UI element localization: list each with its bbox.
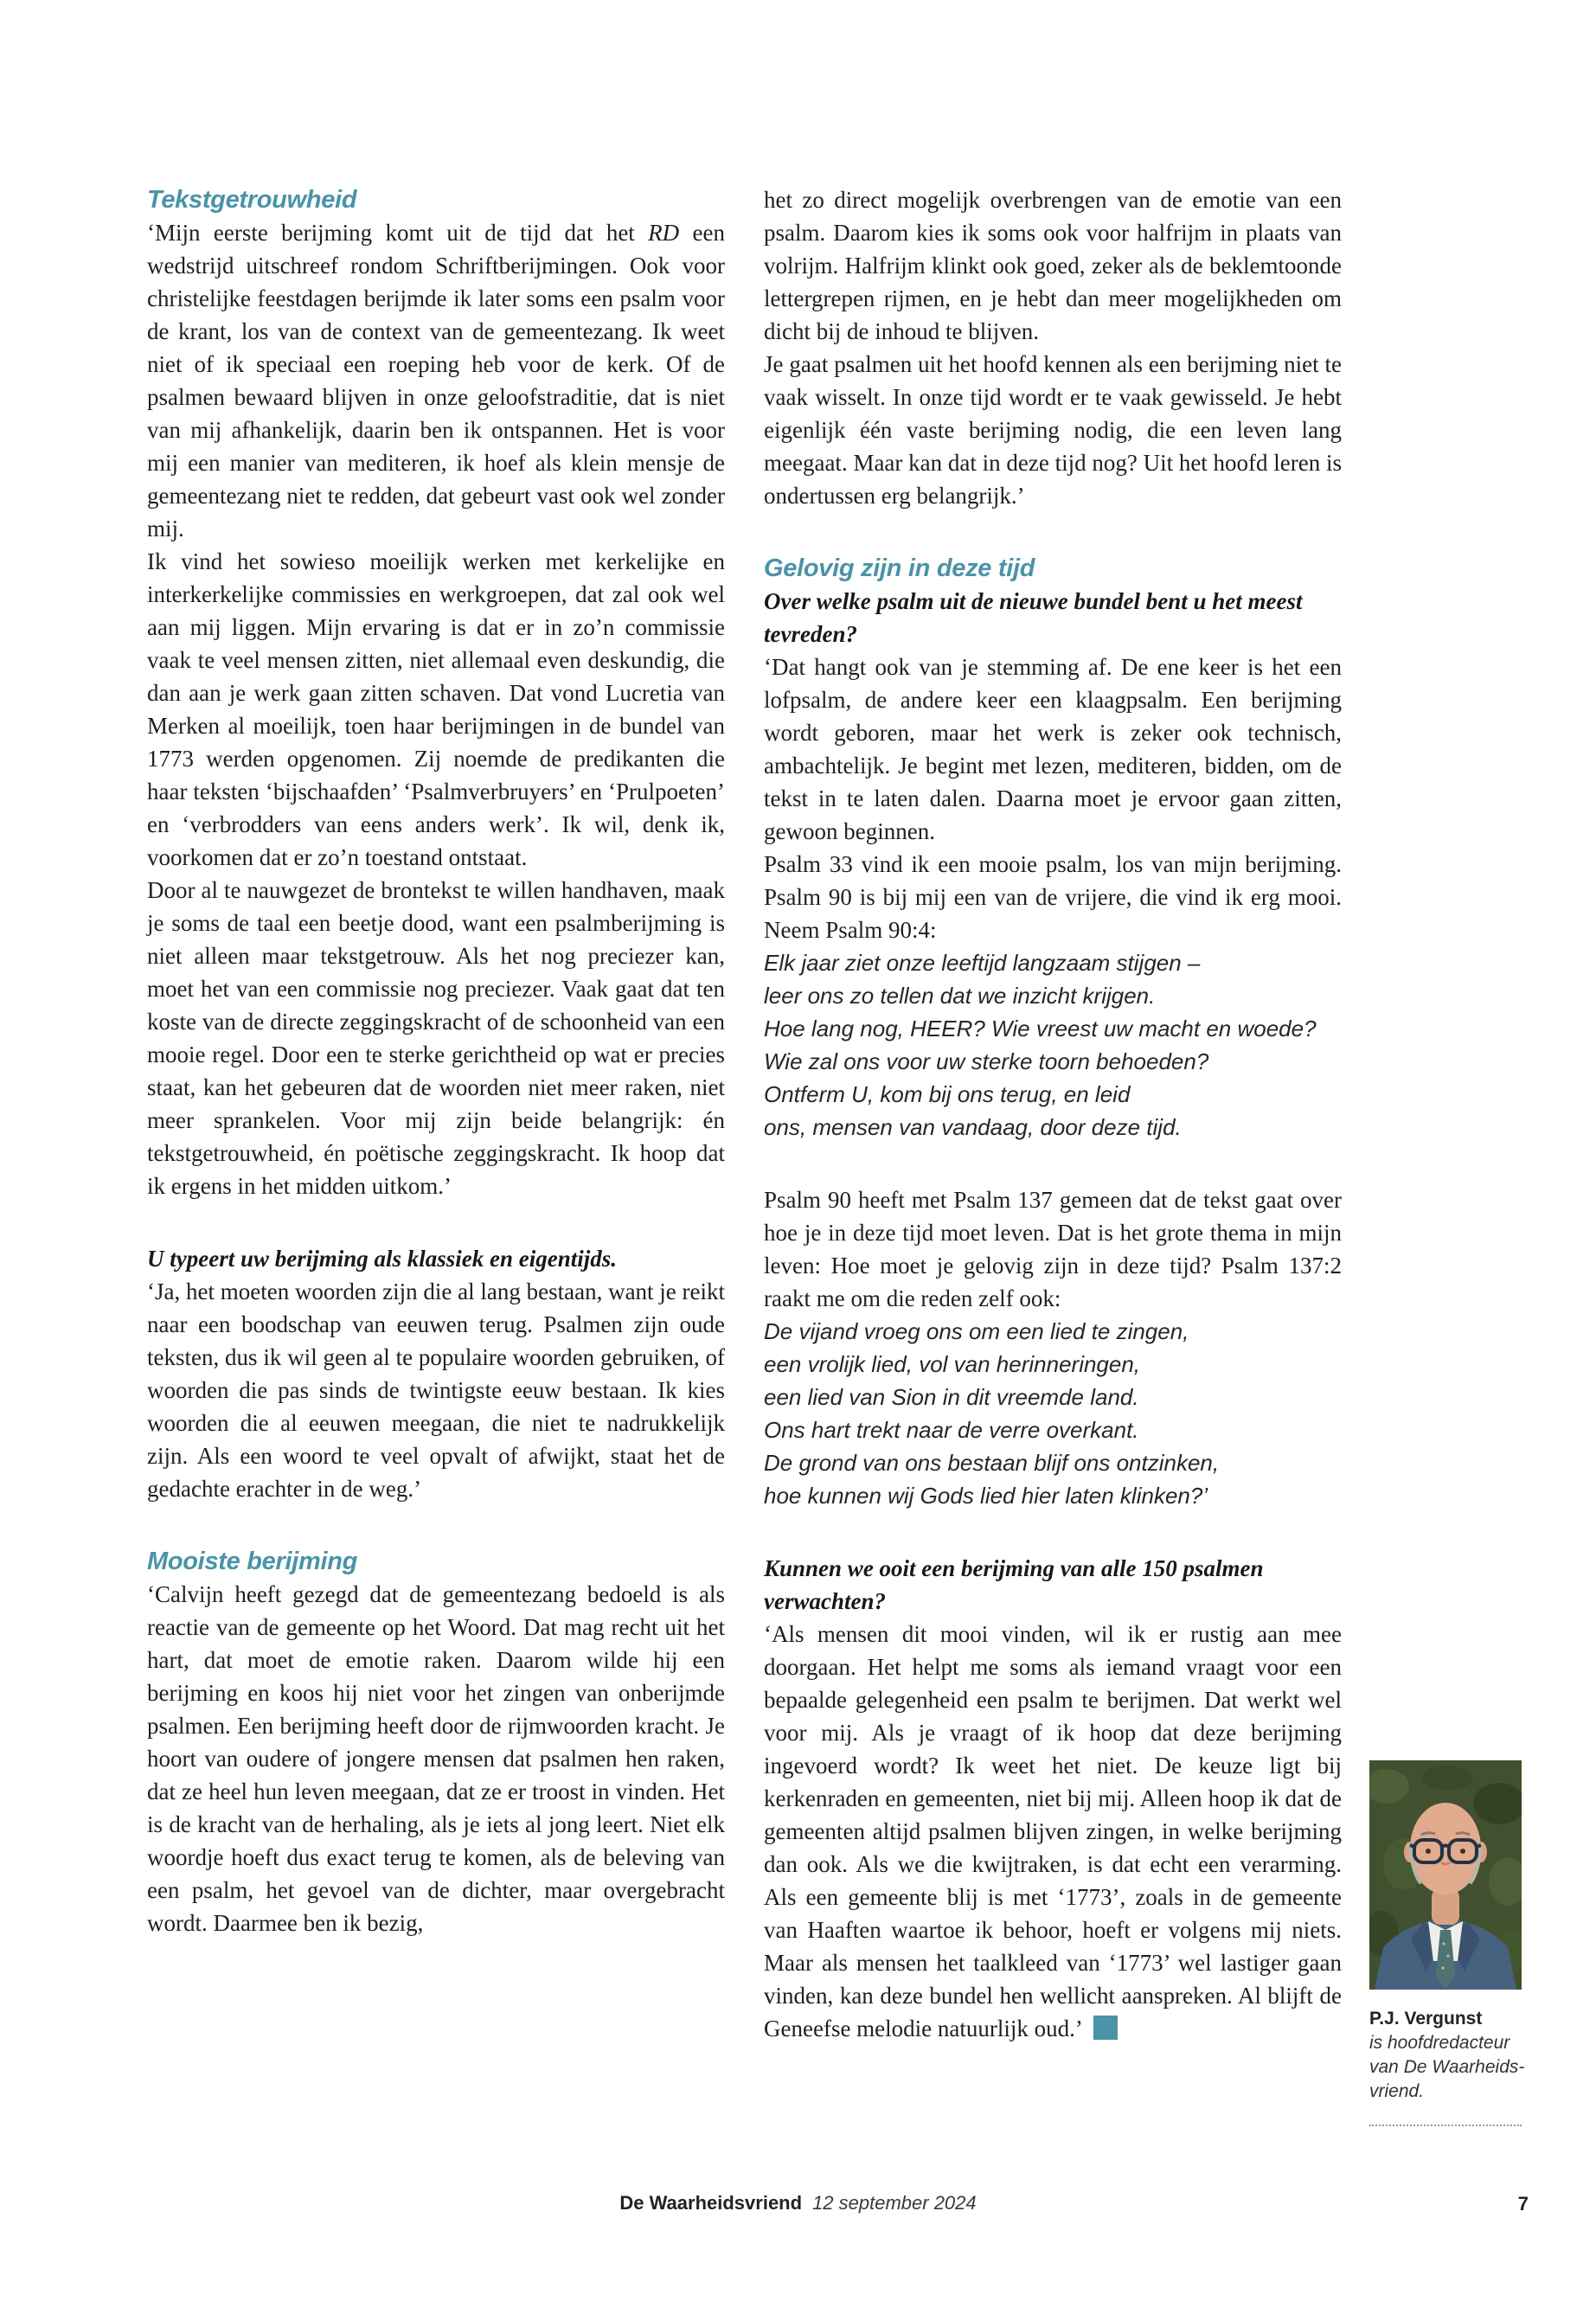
body-paragraph <box>764 848 1342 946</box>
article-column-right <box>764 183 1342 2045</box>
magazine-name: De Waarheidsvriend <box>619 2192 803 2214</box>
article-end-marker <box>1093 2016 1118 2040</box>
author-role-line: is hoofdredacteur <box>1369 2033 1510 2053</box>
text-run: Over welke psalm uit de nieuwe bundel bent u het meest tevreden? <box>764 588 1303 647</box>
psalm-quote-line: Ons hart trekt naar de verre overkant. <box>764 1417 1139 1443</box>
psalm-quote-line: Hoe lang nog, HEER? Wie vreest uw macht en woede? <box>764 1016 1317 1042</box>
section-gap <box>764 512 1342 552</box>
article-column-left <box>147 183 725 1939</box>
photo-caption <box>1369 2007 1551 2104</box>
author-role-line: van De Waarheids- <box>1369 2057 1525 2077</box>
italic-run: RD <box>648 220 680 246</box>
body-paragraph <box>764 1183 1342 1315</box>
issue-date: 12 september 2024 <box>812 2192 977 2214</box>
text-run: U typeert uw berijming als klassiek en eigentijds. <box>147 1246 618 1272</box>
body-paragraph <box>764 1618 1342 2045</box>
page-footer <box>0 2192 1596 2214</box>
psalm-quote <box>764 1315 1342 1512</box>
text-run: Psalm 90 heeft met Psalm 137 gemeen dat de tekst gaat over hoe je in deze tijd moet leven. Dat is het grote thema in mijn leven: Hoe moet je gelovig zijn in deze tijd? Psalm 137:2 raakt me om die reden zelf ook: <box>764 1187 1342 1311</box>
text-run: ‘Mijn eerste berijming komt uit de tijd dat het <box>147 220 649 246</box>
body-paragraph <box>147 874 725 1202</box>
eye-right <box>1460 1849 1465 1854</box>
psalm-quote-line: Elk jaar ziet onze leeftijd langzaam stijgen – <box>764 950 1201 976</box>
psalm-quote-line: leer ons zo tellen dat we inzicht krijgen. <box>764 983 1156 1009</box>
text-run: het zo direct mogelijk overbrengen van de emotie van een psalm. Daarom kies ik soms ook voor halfrijm in plaats van volrijm. Halfrijm klinkt ook goed, zeker als de beklemtoonde lettergrepen rijmen, en je hebt dan meer mogelijkheden om dicht bij de inhoud te blijven. <box>764 187 1342 344</box>
author-name: P.J. Vergunst <box>1369 2009 1483 2029</box>
interview-question <box>764 585 1342 651</box>
text-run: Ik vind het sowieso moeilijk werken met kerkelijke en interkerkelijke commissies en werkgroepen, dat zal ook wel aan mij liggen. Mijn ervaring is dat er in zo’n commissie vaak te veel mensen zitten, niet allemaal even deskundig, die dan aan je werk gaan zitten schaven. Dat vond Lucretia van Merken al moeilijk, toen haar berijmingen in de bundel van 1773 werden opgenomen. Zij noemde de predikanten die haar teksten ‘bijschaafden’ ‘Psalmverbruyers’ en ‘Prulpoeten’ en ‘verbrodders van eens anders werk’. Ik wil, denk ik, voorkomen dat er zo’n toestand ontstaat. <box>147 548 725 870</box>
psalm-quote-line: een lied van Sion in dit vreemde land. <box>764 1384 1139 1410</box>
section-gap <box>147 1202 725 1242</box>
body-paragraph <box>147 1578 725 1939</box>
interview-question <box>147 1242 725 1275</box>
text-run: ‘Ja, het moeten woorden zijn die al lang bestaan, want je reikt naar een boodschap van eeuwen terug. Psalmen zijn oude teksten, dus ik wil geen al te populaire woorden gebruiken, of woorden die pas sinds de twintigste eeuw bestaan. Ik kies woorden die al eeuwen meegaan, die niet te nadrukkelijk zijn. Als een woord te veel opvalt of afwijkt, staat het de gedachte erachter in de weg.’ <box>147 1279 726 1502</box>
text-run: Je gaat psalmen uit het hoofd kennen als een berijming niet te vaak wisselt. In onze tijd wordt er te vaak gewisseld. Je hebt eigenlijk één vaste berijming nodig, die een leven lang meegaat. Maar kan dat in deze tijd nog? Uit het hoofd leren is ondertussen erg belangrijk.’ <box>764 351 1343 509</box>
text-run: Tekstgetrouwheid <box>147 186 357 214</box>
psalm-quote-line: Wie zal ons voor uw sterke toorn behoeden? <box>764 1048 1209 1074</box>
interview-question <box>764 1552 1342 1618</box>
body-paragraph <box>147 1275 725 1505</box>
body-paragraph <box>764 651 1342 848</box>
body-paragraph <box>764 348 1342 512</box>
psalm-quote-line: De grond van ons bestaan blijf ons ontzinken, <box>764 1450 1220 1476</box>
section-gap <box>147 1505 725 1545</box>
text-run: Kunnen we ooit een berijming van alle 150 psalmen verwachten? <box>764 1555 1264 1614</box>
author-role-line: vriend. <box>1369 2081 1425 2101</box>
page-number: 7 <box>1517 2193 1529 2214</box>
text-run: ‘Calvijn heeft gezegd dat de gemeentezang bedoeld is als reactie van de gemeente op het Woord. Dat mag recht uit het hart, dat moet de emotie raken. Daarom wilde hij een berijming en koos hij niet voor het zingen van onberijmde psalmen. Een berijming heeft door de rijmwoorden kracht. Je hoort van oudere of jongere mensen dat psalmen hen raken, dat ze heel hun leven meegaan, dat ze er troost in vinden. Het is de kracht van de herhaling, als je iets al jong leert. Niet elk woordje hoeft dus exact terug te komen, als de beleving van een psalm, het gevoel van de dichter, maar overgebracht wordt. Daarmee ben ik bezig, <box>147 1581 725 1936</box>
section-gap <box>764 1144 1342 1183</box>
body-paragraph <box>764 183 1342 348</box>
caption-divider <box>1369 2125 1522 2126</box>
eye-left <box>1426 1849 1431 1854</box>
body-paragraph <box>147 545 725 874</box>
text-run: een wedstrijd uitschreef rondom Schriftberijmingen. Ook voor christelijke feestdagen berijmde ik later soms een psalm voor de krant, los van de context van de gemeentezang. Ik weet niet of ik speciaal een roeping heb voor de kerk. Of de psalmen bewaard blijven in onze geloofstraditie, dat is niet van mij afhankelijk, daarin ben ik ontspannen. Het is voor mij een manier van mediteren, ik hoef als klein mensje de gemeentezang niet te redden, dat gebeurt vast ook wel zonder mij. <box>147 220 726 542</box>
psalm-quote-line: Ontferm U, kom bij ons terug, en leid <box>764 1081 1131 1107</box>
psalm-quote-line: De vijand vroeg ons om een lied te zingen, <box>764 1318 1189 1344</box>
section-heading <box>764 552 1342 585</box>
text-run: Gelovig zijn in deze tijd <box>764 554 1035 582</box>
text-run: Psalm 33 vind ik een mooie psalm, los van mijn berijming. Psalm 90 is bij mij een van de vrijere, die vind ik erg mooi. Neem Psalm 90:4: <box>764 851 1342 943</box>
psalm-quote-line: ons, mensen van vandaag, door deze tijd. <box>764 1114 1182 1140</box>
psalm-quote-line: hoe kunnen wij Gods lied hier laten klinken?’ <box>764 1483 1208 1509</box>
portrait-illustration <box>1369 1760 1522 1990</box>
text-run: ‘Dat hangt ook van je stemming af. De ene keer is het een lofpsalm, de andere keer een klaagpsalm. Een berijming wordt geboren, maar het werk is zeker ook technisch, ambachtelijk. Je begint met lezen, mediteren, bidden, om de tekst in te laten dalen. Daarna moet je ervoor gaan zitten, gewoon beginnen. <box>764 654 1342 844</box>
body-paragraph <box>147 216 725 545</box>
text-run: ‘Als mensen dit mooi vinden, wil ik er rustig aan mee doorgaan. Het helpt me soms als iemand vraagt voor een bepaalde gelegenheid een psalm te berijmen. Dat werkt wel voor mij. Als je vraagt of ik hoop dat deze berijming ingevoerd wordt? Ik weet het niet. De keuze ligt bij kerkenraden en gemeenten, niet bij mij. Alleen hoop ik dat de gemeenten altijd psalmen blijven zingen, in welke berijming dan ook. Als we die kwijtraken, is dat echt een verarming. Als een gemeente blij is met ‘1773’, zoals in de gemeente van Haaften waartoe ik behoor, hoeft er volgens mij niets. Maar als mensen het taalkleed van ‘1773’ wel lastiger gaan vinden, kan deze bundel hen wellicht aanspreken. Al blijft de Geneefse melodie natuurlijk oud.’ <box>764 1621 1342 2041</box>
author-photo <box>1369 1760 1522 1990</box>
section-heading <box>147 183 725 216</box>
text-run: Mooiste berijming <box>147 1548 358 1575</box>
text-run: Door al te nauwgezet de brontekst te willen handhaven, maak je soms de taal een beetje dood, want een psalmberijming is niet alleen maar tekstgetrouw. Als het nog preciezer kan, moet het van een commissie nog preciezer. Vaak gaat dat ten koste van de directe zeggingskracht of de schoonheid van een mooie regel. Door een te sterke gerichtheid op wat er precies staat, kan het gebeuren dat de woorden niet meer raken, niet meer sprankelen. Voor mij zijn beide belangrijk: én tekstgetrouwheid, én poëtische zeggingskracht. Ik hoop dat ik ergens in het midden uitkom.’ <box>147 877 725 1199</box>
psalm-quote-line: een vrolijk lied, vol van herinneringen, <box>764 1351 1141 1377</box>
section-heading <box>147 1545 725 1578</box>
section-gap <box>764 1512 1342 1552</box>
psalm-quote <box>764 946 1342 1144</box>
